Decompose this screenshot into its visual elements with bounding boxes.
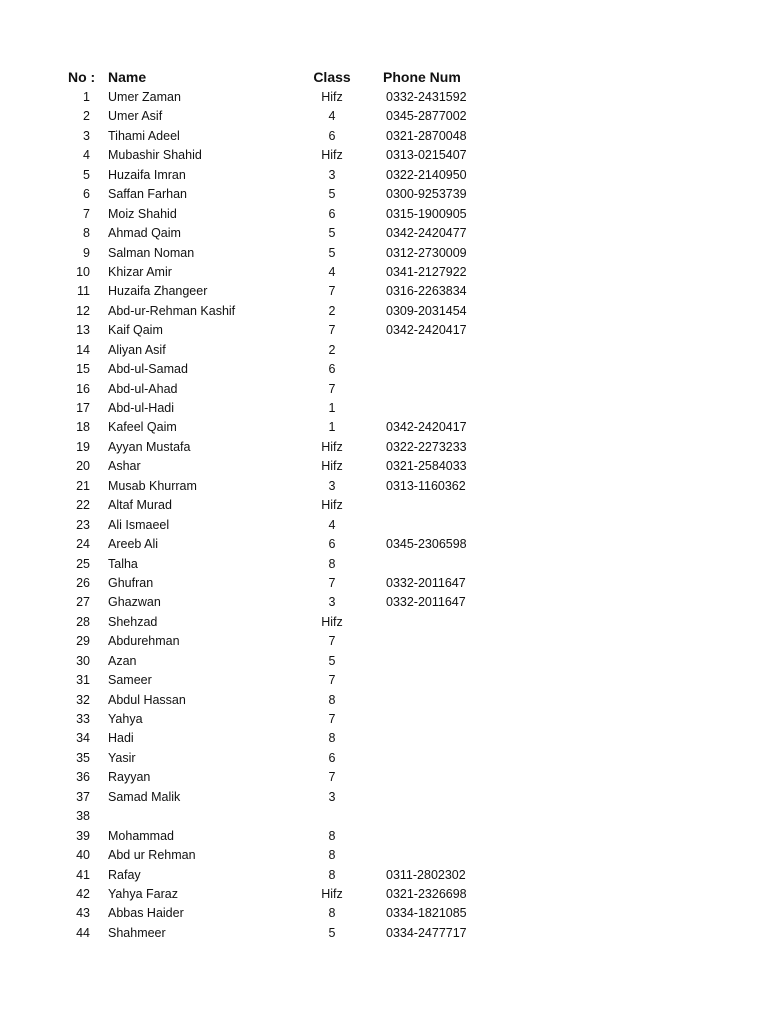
student-class: 6 bbox=[328, 362, 336, 377]
table-row bbox=[0, 691, 768, 710]
student-name: Azan bbox=[108, 653, 137, 668]
table-row bbox=[0, 710, 768, 729]
student-name: Huzaifa Zhangeer bbox=[108, 284, 208, 299]
student-class: 1 bbox=[328, 420, 336, 435]
student-name: Saffan Farhan bbox=[108, 187, 187, 202]
student-name: Shahmeer bbox=[108, 925, 166, 940]
student-name: Samad Malik bbox=[108, 789, 181, 804]
table-row bbox=[0, 807, 768, 826]
student-class: 2 bbox=[328, 303, 336, 318]
table-row bbox=[0, 185, 768, 204]
student-name: Mohammad bbox=[108, 828, 174, 843]
student-class: 6 bbox=[328, 128, 336, 143]
table-row bbox=[0, 885, 768, 904]
student-class: Hifz bbox=[321, 90, 343, 104]
row-number: 6 bbox=[83, 187, 90, 202]
student-name: Kaif Qaim bbox=[108, 323, 163, 338]
student-class: 7 bbox=[328, 323, 336, 338]
table-row bbox=[0, 574, 768, 593]
row-number: 32 bbox=[76, 692, 90, 707]
row-number: 30 bbox=[76, 653, 90, 668]
student-name: Ali Ismaeel bbox=[108, 517, 170, 532]
table-row bbox=[0, 146, 768, 165]
phone-number: 0345-2306598 bbox=[386, 537, 467, 552]
table-row bbox=[0, 263, 768, 282]
student-class: 8 bbox=[328, 692, 336, 707]
row-number: 17 bbox=[76, 401, 90, 415]
phone-number: 0315-1900905 bbox=[386, 206, 467, 221]
phone-number: 0322-2140950 bbox=[386, 167, 467, 182]
table-row bbox=[0, 244, 768, 263]
phone-number: 0334-1821085 bbox=[386, 906, 467, 921]
table-row bbox=[0, 652, 768, 671]
student-class: 4 bbox=[328, 109, 336, 124]
table-row bbox=[0, 632, 768, 651]
row-number: 31 bbox=[76, 673, 90, 688]
table-row bbox=[0, 107, 768, 126]
student-class: 5 bbox=[328, 187, 336, 202]
student-class: 7 bbox=[328, 634, 336, 649]
student-name: Yahya bbox=[108, 712, 143, 726]
table-row bbox=[0, 321, 768, 340]
student-class: 6 bbox=[328, 537, 336, 552]
row-number: 33 bbox=[76, 712, 90, 726]
student-class: Hifz bbox=[321, 614, 343, 629]
row-number: 25 bbox=[76, 556, 90, 571]
table-row bbox=[0, 866, 768, 885]
table-row bbox=[0, 788, 768, 807]
table-row bbox=[0, 166, 768, 185]
phone-number: 0345-2877002 bbox=[386, 109, 467, 124]
phone-number: 0342-2420417 bbox=[386, 420, 467, 435]
table-row bbox=[0, 380, 768, 399]
table-row bbox=[0, 360, 768, 379]
row-number: 41 bbox=[76, 867, 90, 882]
row-number: 23 bbox=[76, 517, 90, 532]
phone-number: 0334-2477717 bbox=[386, 925, 467, 940]
student-name: Abd-ul-Hadi bbox=[108, 401, 175, 415]
table-row bbox=[0, 418, 768, 437]
student-name: Abdul Hassan bbox=[108, 692, 186, 707]
student-class: 2 bbox=[328, 342, 336, 357]
row-number: 40 bbox=[76, 848, 90, 863]
student-name: Hadi bbox=[108, 731, 134, 746]
row-number: 3 bbox=[83, 128, 90, 143]
phone-number: 0312-2730009 bbox=[386, 245, 467, 260]
row-number: 28 bbox=[76, 614, 90, 629]
phone-number: 0311-2802302 bbox=[386, 867, 466, 882]
table-header bbox=[0, 66, 768, 88]
student-class: 7 bbox=[328, 381, 336, 396]
table-row bbox=[0, 671, 768, 690]
student-name: Umer Asif bbox=[108, 109, 163, 124]
row-number: 4 bbox=[83, 148, 90, 163]
phone-number: 0321-2326698 bbox=[386, 886, 467, 901]
student-class: 3 bbox=[328, 789, 336, 804]
student-name: Shehzad bbox=[108, 614, 158, 629]
student-name: Ghazwan bbox=[108, 595, 161, 610]
student-name: Abd-ur-Rehman Kashif bbox=[108, 303, 236, 318]
row-number: 44 bbox=[76, 925, 90, 940]
student-class: Hifz bbox=[321, 459, 343, 474]
row-number: 36 bbox=[76, 770, 90, 785]
table-row bbox=[0, 127, 768, 146]
table-row bbox=[0, 205, 768, 224]
student-name: Mubashir Shahid bbox=[108, 148, 202, 163]
table-row bbox=[0, 555, 768, 574]
row-number: 11 bbox=[77, 284, 90, 299]
student-name: Kafeel Qaim bbox=[108, 420, 177, 435]
row-number: 42 bbox=[76, 886, 90, 901]
row-number: 13 bbox=[76, 323, 90, 338]
student-class: 8 bbox=[328, 848, 336, 863]
student-class: Hifz bbox=[321, 886, 343, 901]
student-name: Abd-ul-Ahad bbox=[108, 381, 178, 396]
table-row bbox=[0, 302, 768, 321]
row-number: 26 bbox=[76, 575, 90, 590]
table-row bbox=[0, 904, 768, 923]
table-row bbox=[0, 341, 768, 360]
row-number: 8 bbox=[83, 226, 90, 241]
header-phone: Phone Num bbox=[383, 69, 461, 85]
row-number: 16 bbox=[76, 381, 90, 396]
student-name: Umer Zaman bbox=[108, 90, 181, 104]
table-row bbox=[0, 224, 768, 243]
row-number: 38 bbox=[76, 809, 90, 824]
row-number: 14 bbox=[76, 342, 90, 357]
table-row bbox=[0, 438, 768, 457]
student-class: 8 bbox=[328, 556, 336, 571]
student-class: Hifz bbox=[321, 439, 343, 454]
row-number: 39 bbox=[76, 828, 90, 843]
row-number: 7 bbox=[83, 206, 90, 221]
student-class: 8 bbox=[328, 867, 336, 882]
student-name: Musab Khurram bbox=[108, 478, 197, 493]
student-name: Yahya Faraz bbox=[108, 886, 178, 901]
phone-number: 0321-2584033 bbox=[386, 459, 467, 474]
table-row bbox=[0, 593, 768, 612]
table-row bbox=[0, 457, 768, 476]
phone-number: 0300-9253739 bbox=[386, 187, 467, 202]
row-number: 2 bbox=[83, 109, 90, 124]
row-number: 12 bbox=[76, 303, 90, 318]
student-class: 8 bbox=[328, 906, 336, 921]
student-name: Tihami Adeel bbox=[108, 128, 180, 143]
row-number: 15 bbox=[76, 362, 90, 377]
student-name: Abd ur Rehman bbox=[108, 848, 196, 863]
row-number: 9 bbox=[83, 245, 90, 260]
table-row bbox=[0, 516, 768, 535]
student-class: 4 bbox=[328, 264, 336, 279]
student-name: Moiz Shahid bbox=[108, 206, 177, 221]
student-class: 4 bbox=[328, 517, 336, 532]
table-row bbox=[0, 399, 768, 418]
phone-number: 0342-2420417 bbox=[386, 323, 467, 338]
table-row bbox=[0, 827, 768, 846]
row-number: 1 bbox=[83, 90, 90, 104]
header-class: Class bbox=[313, 69, 351, 85]
student-name: Abd-ul-Samad bbox=[108, 362, 188, 377]
student-name: Abdurehman bbox=[108, 634, 180, 649]
phone-number: 0321-2870048 bbox=[386, 128, 467, 143]
student-name: Ahmad Qaim bbox=[108, 226, 181, 241]
student-class: 7 bbox=[328, 673, 336, 688]
student-name: Huzaifa Imran bbox=[108, 167, 186, 182]
student-class: 7 bbox=[328, 712, 336, 726]
student-name: Rayyan bbox=[108, 770, 151, 785]
student-class: 7 bbox=[328, 284, 336, 299]
phone-number: 0322-2273233 bbox=[386, 439, 467, 454]
student-class: 8 bbox=[328, 731, 336, 746]
row-number: 22 bbox=[76, 498, 90, 513]
student-name: Areeb Ali bbox=[108, 537, 159, 552]
row-number: 20 bbox=[76, 459, 90, 474]
student-class: 5 bbox=[328, 245, 336, 260]
table-row bbox=[0, 613, 768, 632]
header-name: Name bbox=[108, 69, 147, 85]
student-class: Hifz bbox=[321, 148, 343, 163]
table-row bbox=[0, 749, 768, 768]
phone-number: 0332-2011647 bbox=[386, 575, 466, 590]
student-name: Yasir bbox=[108, 750, 136, 765]
student-name: Talha bbox=[108, 556, 138, 571]
table-body bbox=[0, 88, 768, 943]
student-list-sheet bbox=[0, 66, 768, 943]
student-class: 7 bbox=[328, 575, 336, 590]
table-row bbox=[0, 282, 768, 301]
student-name: Altaf Murad bbox=[108, 498, 172, 513]
table-row bbox=[0, 477, 768, 496]
student-name: Rafay bbox=[108, 867, 141, 882]
row-number: 27 bbox=[76, 595, 90, 610]
table-row bbox=[0, 729, 768, 748]
phone-number: 0316-2263834 bbox=[386, 284, 467, 299]
table-row bbox=[0, 88, 768, 107]
row-number: 35 bbox=[76, 750, 90, 765]
row-number: 21 bbox=[76, 478, 90, 493]
phone-number: 0313-1160362 bbox=[386, 478, 466, 493]
student-name: Sameer bbox=[108, 673, 152, 688]
phone-number: 0341-2127922 bbox=[386, 264, 467, 279]
row-number: 43 bbox=[76, 906, 90, 921]
table-row bbox=[0, 924, 768, 943]
row-number: 19 bbox=[76, 439, 90, 454]
phone-number: 0342-2420477 bbox=[386, 226, 467, 241]
student-class: 6 bbox=[328, 750, 336, 765]
table-row bbox=[0, 768, 768, 787]
student-name: Abbas Haider bbox=[108, 906, 184, 921]
student-class: Hifz bbox=[321, 498, 343, 513]
student-class: 5 bbox=[328, 925, 336, 940]
row-number: 10 bbox=[76, 264, 90, 279]
student-name: Khizar Amir bbox=[108, 264, 172, 279]
student-class: 6 bbox=[328, 206, 336, 221]
student-class: 8 bbox=[328, 828, 336, 843]
student-class: 5 bbox=[328, 226, 336, 241]
phone-number: 0313-0215407 bbox=[386, 148, 467, 163]
header-no: No : bbox=[68, 69, 96, 85]
phone-number: 0332-2431592 bbox=[386, 90, 467, 104]
student-class: 1 bbox=[328, 401, 336, 415]
student-name: Ashar bbox=[108, 459, 141, 474]
row-number: 18 bbox=[76, 420, 90, 435]
table-row bbox=[0, 535, 768, 554]
student-class: 5 bbox=[328, 653, 336, 668]
student-name: Ayyan Mustafa bbox=[108, 439, 191, 454]
student-class: 3 bbox=[328, 167, 336, 182]
student-class: 3 bbox=[328, 595, 336, 610]
table-row bbox=[0, 846, 768, 865]
row-number: 37 bbox=[76, 789, 90, 804]
student-name: Salman Noman bbox=[108, 245, 195, 260]
row-number: 5 bbox=[83, 167, 90, 182]
student-name: Aliyan Asif bbox=[108, 342, 166, 357]
row-number: 24 bbox=[76, 537, 90, 552]
student-class: 7 bbox=[328, 770, 336, 785]
row-number: 29 bbox=[76, 634, 90, 649]
phone-number: 0332-2011647 bbox=[386, 595, 466, 610]
student-name: Ghufran bbox=[108, 575, 154, 590]
phone-number: 0309-2031454 bbox=[386, 303, 467, 318]
row-number: 34 bbox=[76, 731, 90, 746]
table-row bbox=[0, 496, 768, 515]
student-class: 3 bbox=[328, 478, 336, 493]
